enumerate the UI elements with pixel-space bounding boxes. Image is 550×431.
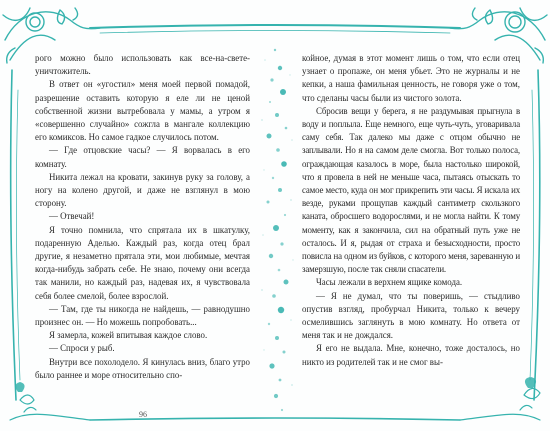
right-page-text <box>302 52 520 369</box>
paragraph: — Где отцовские часы? — Я ворвалась в его комнату. <box>35 145 250 169</box>
paragraph: — Там, где ты никогда не найдешь, — равнодушно произнес он. — Но можешь попробовать... <box>35 303 250 328</box>
paragraph: В ответ он «угостил» меня моей первой помадой, разрешение оставить которую я еле ли не ценой собственной жизни вытребовала у мамы, а утром я «совершенно случайно» сожгла в мангале коллекцию его комиксов. Но самое гадкое случилось потом. <box>35 79 250 143</box>
paragraph: Внутри все похолодело. Я кинулась вниз, благо утро было раннее и море относительно спо- <box>35 356 250 380</box>
gutter-splash-ornament <box>250 40 305 420</box>
paragraph: Я замерла, кожей впитывая каждое слово. <box>49 330 208 341</box>
paragraph: — Спроси у рыб. <box>49 343 115 354</box>
left-page-text <box>35 52 250 382</box>
paragraph: Сбросив вещи у берега, я не раздумывая прыгнула в воду и поплыла. Еще немного, еще чуть-чуть, уговаривала саму себя. Так далеко мы даже с отцом обычно не заплывали. Но я на самом деле смогла. Вот только полоса, ограждающая казалось в море, была настолько широкой, что я провела в ней не меньше часа, пытаясь отыскать то самое место, куда он мог прикрепить эти часы. Я искала их везде, руками прощупав каждый сантиметр скользкого каната, обросшего водорослями, и не могла найти. К тому моменту, как я закончила, сил на обратный путь уже не осталось. И я, рыдая от страха и безысходности, просто повисла на одном из буйков, с которого меня, зареванную и замерзшую, после так сняли спасатели. <box>302 105 520 275</box>
paragraph: Я точно помнила, что спрятала их в шкатулку, подаренную Аделью. Каждый раз, когда отец брал другие, я незаметно прятала эти, мои любимые, мечтая когда-нибудь забрать себе. Не знаю, почему они всегда так манили, но каждый раз, надевая их, я чувствовала себя более смелой, более взрослой. <box>35 224 250 301</box>
page-number: 96 <box>139 410 147 419</box>
paragraph: — Я не думал, что ты поверишь, — стыдливо опустив взгляд, пробурчал Никита, только к вечеру осмелившись заглянуть в мою комнату. Но ответа от меня так и не дождался. <box>302 290 520 341</box>
paragraph: койное, думая в этот момент лишь о том, что если отец узнает о пропаже, он меня убьет. Это не журналы и не кепки, а наша фамильная ценность, не говоря уже о том, что сделаны часы были из чистого золота. <box>302 53 520 103</box>
paragraph: рого можно было использовать как все-на-свете-уничтожитель. <box>35 53 250 77</box>
paragraph: — Отвечай! <box>49 211 95 222</box>
paragraph: Часы лежали в верхнем ящике комода. <box>316 277 463 288</box>
paragraph: Никита лежал на кровати, закинув руку за голову, а ногу на колено другой, и даже не взглянул в мою сторону. <box>35 171 250 209</box>
paragraph: Я его не выдала. Мне, конечно, тоже досталось, но никто из родителей так и не смог вы- <box>302 343 520 367</box>
